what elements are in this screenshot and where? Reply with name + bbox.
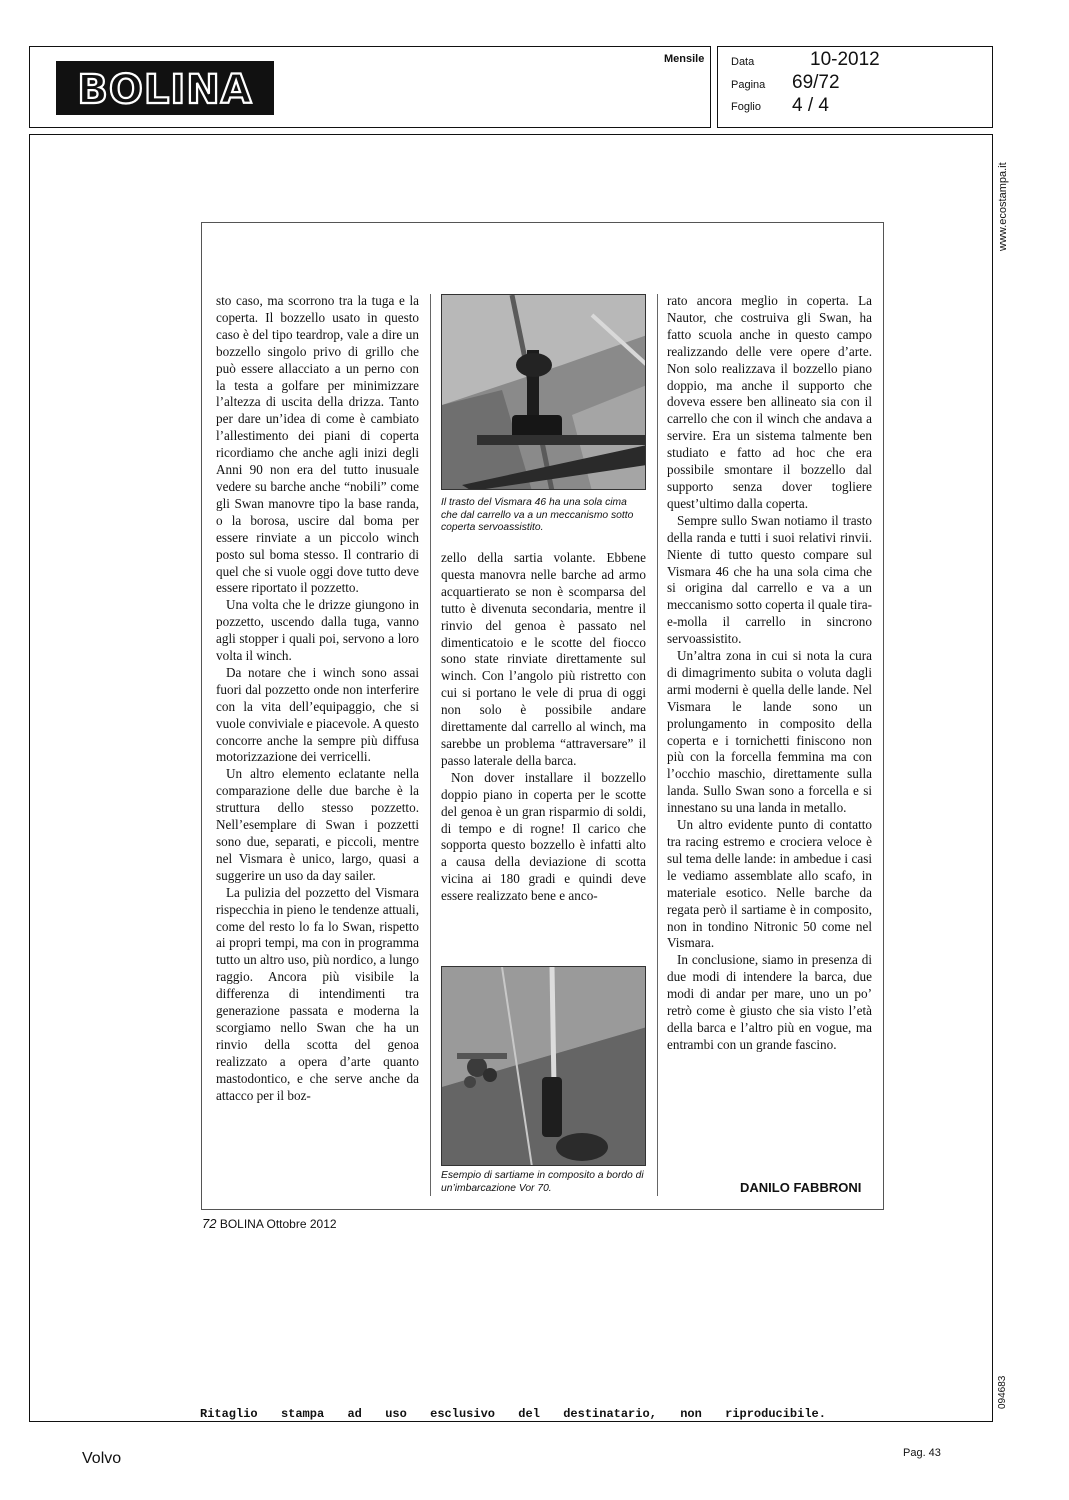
paragraph: Un’altra zona in cui si nota la cura di dimagrimento subita o voluta dagli armi moderni è quella delle lande. Nel Vismara le lande sono un prolungamento in composito della coperta e i tornichetti finiscono non più con la forcella femmina ma con l’occhio maschio, direttamente sulla landa. Sullo Swan sono a forcella e si innestano su una landa in metallo.: [667, 648, 872, 816]
article-column-3: [667, 293, 872, 1054]
bolina-logo: [56, 61, 274, 115]
paragraph: La pulizia del pozzetto del Vismara rispecchia in pieno le tendenze attuali, come del resto lo fa lo Swan, rispetto ai propri tempi, ma con in programma tutto un altro uso, più nordico, a lungo raggio. Ancora più visibile la differenza di intendimenti tra generazione passata e moderna la scorgiamo nello Swan che ha un rinvio della scotta del genoa realizzato a opera d’arte quanto mastodontico, e che serve anche da attacco per il boz-: [216, 884, 419, 1103]
paragraph: rato ancora meglio in coperta. La Nautor, che costruiva gli Swan, ha fatto scuola anche in questo campo realizzando delle vere opere d’arte. Non solo realizzava il bozzello piano doppio, ma anche il supporto che doveva essere ben allineato sia con il carrello che con il winch che andava a servire. Era un sistema talmente ben studiato e fatto ad hoc che era possibile smontare il bozzello dal supporto senza dover togliere quest’ultimo dalla coperta.: [667, 293, 872, 511]
foglio-value: 4 / 4: [792, 95, 829, 116]
paragraph: In conclusione, siamo in presenza di due modi di intendere la barca, due modi di andar per mare, uno un po’ retrò come è giusto che sia visto l’età della barca e l’altro più en vogue, ma entrambi con un grande fascino.: [667, 952, 872, 1052]
svg-text:BOLINA: BOLINA: [77, 67, 253, 113]
column-rule: [430, 294, 431, 1196]
paragraph: zello della sartia volante. Ebbene questa manovra nelle barche ad armo acquartierato se non è scomparsa del tutto è divenuta secondaria, mentre il rinvio del genoa è passato nel dimenticatoio e le scotte del fiocco sono state rinviate direttamente sul winch. Con l’angolo più ristretto con cui si portano le vele di prua di oggi non solo è possibile andare direttamente dal carrello al winch, ma sarebbe un problema “attraversare” il passo laterale della barca.: [441, 550, 646, 768]
magazine-folio: [202, 1216, 337, 1231]
paragraph: Un altro elemento eclatante nella comparazione delle due barche è la struttura dello stesso pozzetto. Nell’esemplare di Swan i pozzetti sono due, separati, e piccoli, mentre nel Vismara è unico, largo, quasi a suggerire un uso da day sailer.: [216, 766, 419, 883]
photo-caption: Esempio di sartiame in composito a bordo di un’imbarcazione Vor 70.: [441, 1170, 644, 1194]
folio-number: 72: [202, 1216, 217, 1231]
article-column-2: [441, 550, 646, 905]
data-value: 10-2012: [810, 49, 880, 70]
paragraph: sto caso, ma scorrono tra la tuga e la coperta. Il bozzello usato in questo caso è del tipo teardrop, vale a dire un bozzello singolo privo di grillo che può essere allacciato a un perno con la testa a golfare per minimizzare l’altezza di uscita della drizza. Tanto per dare un’idea di come è cambiato l’allestimento dei piani di coperta ricordiamo che anche agli inizi degli Anni 90 non era del tutto inusuale vedere su barche anche “nobili” come gli Swan manovre tipo la base randa, o la borosa, uscire dal boma per essere rinviate a un piccolo winch posto sul boma stesso. Il contrario di quel che si vuole oggi dove tutto deve essere riportato il pozzetto.: [216, 293, 419, 596]
folio-text: BOLINA Ottobre 2012: [219, 1217, 337, 1231]
source-url: www.ecostampa.it: [997, 162, 1009, 251]
clipping-code: 094683: [997, 1375, 1008, 1409]
photo-caption: Il trasto del Vismara 46 ha una sola cima che dal carrello va a un meccanismo sotto coperta servoassistito.: [441, 497, 634, 534]
client-name: Volvo: [82, 1450, 122, 1467]
foglio-label: Foglio: [731, 101, 761, 113]
paragraph: Una volta che le drizze giungono in pozzetto, uscendo dalla tuga, vanno agli stopper i quali poi, servono a loro volta il winch.: [216, 597, 419, 664]
frequency-label: Mensile: [664, 53, 705, 65]
page-number: Pag. 43: [903, 1447, 941, 1459]
paragraph: Sempre sullo Swan notiamo il trasto della randa e tutti i suoi relativi rinvii. Niente di tutto questo compare sul Vismara 46 che ha una sola cima che si origina dal carrello e va a un meccanismo sotto coperta il quale tira-e-molla il carrello in sincrono servoassistito.: [667, 512, 872, 647]
article-column-1: [216, 293, 419, 1105]
data-label: Data: [731, 56, 755, 68]
photo-traveller-track: [441, 294, 646, 490]
pagina-value: 69/72: [792, 72, 840, 93]
photo-composite-rigging: [441, 966, 646, 1166]
pagina-label: Pagina: [731, 79, 766, 91]
article-author: DANILO FABBRONI: [740, 1180, 862, 1195]
paragraph: Un altro evidente punto di contatto tra racing estremo e crociera veloce è sul tema delle lande: in ambedue i casi le vediamo assemblate allo scafo, in materiale esotico. Nelle barche da regata però il sartiame è in composito, non in tondino Nitronic 50 come nel Vismara.: [667, 817, 872, 951]
usage-notice: Ritaglio stampa ad uso esclusivo del destinatario, non riproducibile.: [200, 1407, 826, 1421]
paragraph: Non dover installare il bozzello doppio piano in coperta per le scotte del genoa è un gran risparmio di soldi, di tempo e di rogne! Il carico che sopporta questo bozzello è infatti alto a causa della deviazione di scotta vicina ai 180 gradi e quindi deve essere realizzato bene e anco-: [441, 769, 646, 904]
paragraph: Da notare che i winch sono assai fuori dal pozzetto onde non interferire con la vita dell’equipaggio, che si vuole conviviale e piacevole. A questo concorre anche la sempre più diffusa motorizzazione dei verricelli.: [216, 664, 419, 765]
column-rule: [657, 294, 658, 1196]
